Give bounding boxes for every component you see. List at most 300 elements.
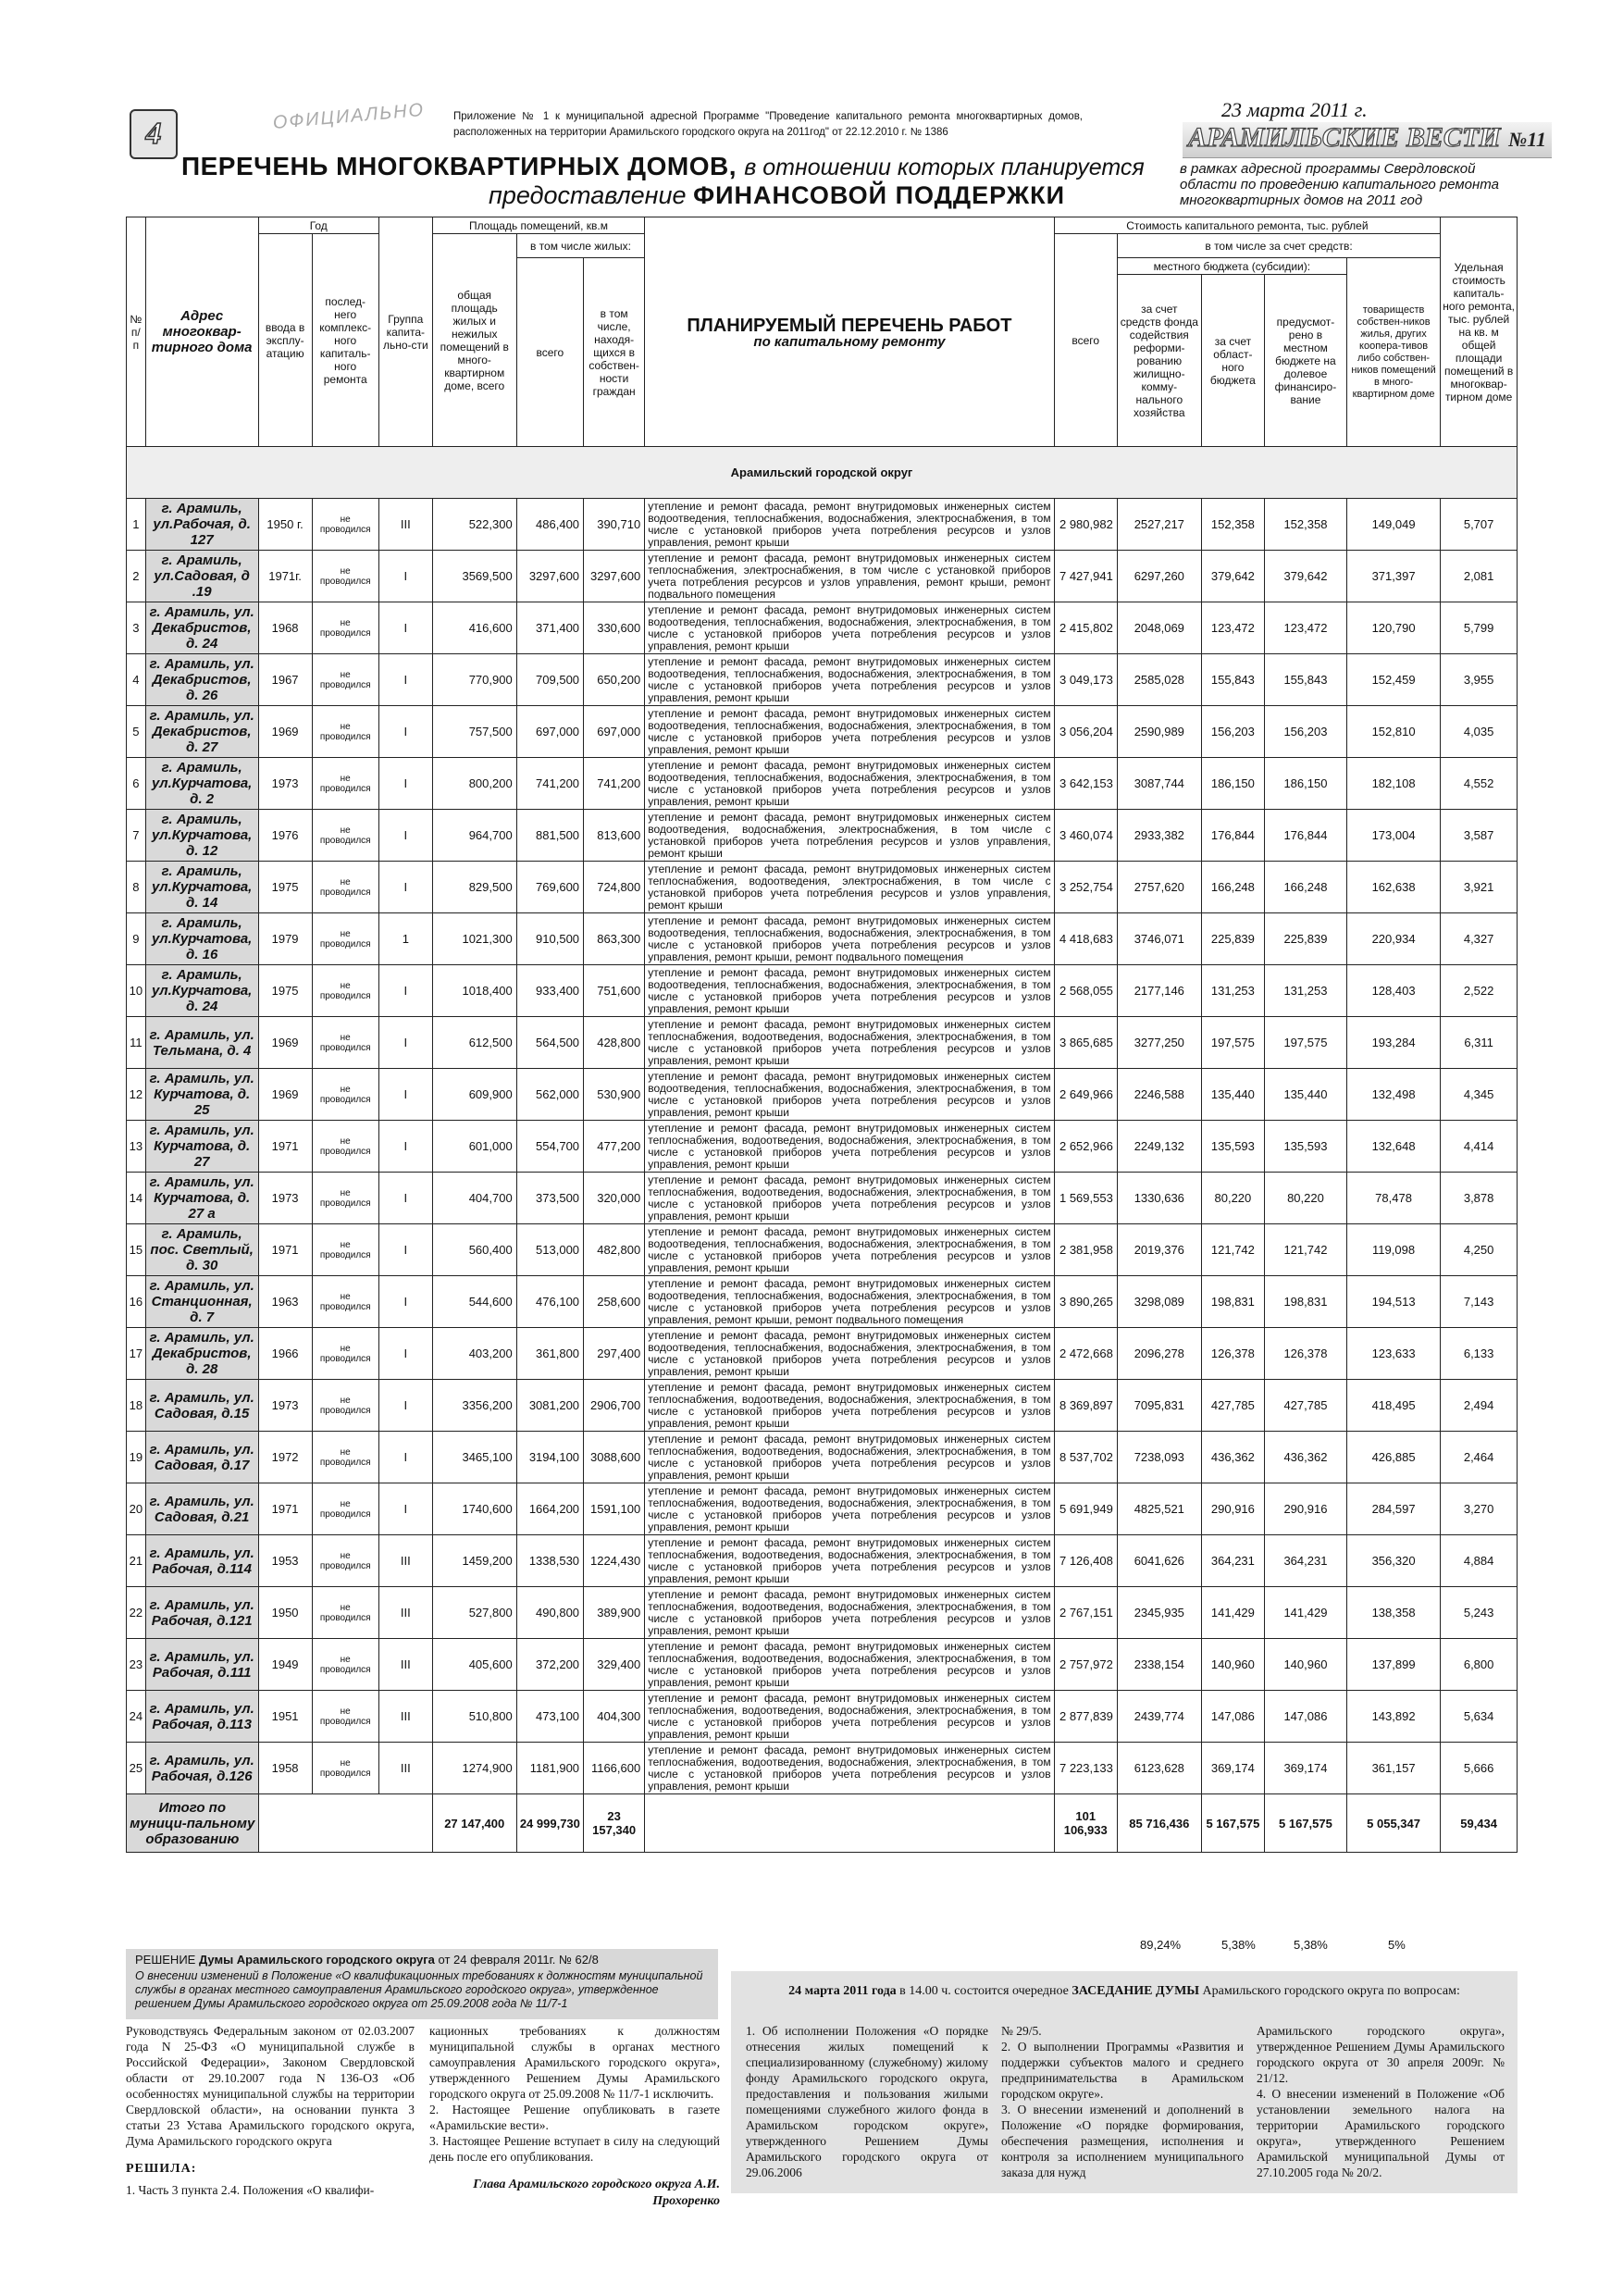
cell-total: 4 418,683 xyxy=(1054,913,1117,965)
cell-addr: г. Арамиль, ул. Рабочая, д.113 xyxy=(145,1691,258,1743)
cell-total: 8 369,897 xyxy=(1054,1380,1117,1432)
cell-local: 131,253 xyxy=(1265,965,1347,1017)
cell-addr: г. Арамиль, ул. Декабристов, д. 28 xyxy=(145,1328,258,1380)
cell-total: 2 381,958 xyxy=(1054,1224,1117,1276)
cell-area: 1018,400 xyxy=(432,965,516,1017)
th-cost-total: всего xyxy=(1054,234,1117,447)
th-fund: за счет средств фонда содействия реформи-рованию жилищно-комму-нального хозяйства xyxy=(1117,275,1201,447)
cell-addr: г. Арамиль, ул.Рабочая, д. 127 xyxy=(145,499,258,551)
cell-repair: не проводился xyxy=(312,1535,378,1587)
cell-regional: 197,575 xyxy=(1201,1017,1264,1069)
issue-number: №11 xyxy=(1508,128,1547,151)
cell-year: 1971 xyxy=(258,1121,312,1173)
decision-column-2 xyxy=(429,2023,720,2165)
cell-works: утепление и ремонт фасада, ремонт внутридомовых инженерных систем водоотведения, теплоснабжения, водоснабжения, электроснабжения, в том числе с установкой приборов учета потребления ресурсов и узлов управления, ремонт крыши xyxy=(645,1069,1054,1121)
cell-living: 490,800 xyxy=(516,1587,583,1639)
total-label: Итого по муници-пальному образованию xyxy=(127,1794,259,1853)
cell-living: 361,800 xyxy=(516,1328,583,1380)
cell-n: 22 xyxy=(127,1587,146,1639)
cell-specific: 5,634 xyxy=(1441,1691,1518,1743)
cell-living: 3194,100 xyxy=(516,1432,583,1483)
cell-area: 800,200 xyxy=(432,758,516,810)
cell-area: 3569,500 xyxy=(432,551,516,602)
cell-addr: г. Арамиль, ул. Рабочая, д.111 xyxy=(145,1639,258,1691)
cell-year: 1968 xyxy=(258,602,312,654)
cell-local: 197,575 xyxy=(1265,1017,1347,1069)
cell-n: 23 xyxy=(127,1639,146,1691)
cell-group: III xyxy=(378,1587,432,1639)
cell-specific: 4,552 xyxy=(1441,758,1518,810)
houses-table xyxy=(126,217,1518,1853)
pct-fund: 89,24% xyxy=(1140,1938,1182,1952)
table-row xyxy=(127,1743,1518,1794)
cell-local: 379,642 xyxy=(1265,551,1347,602)
cell-specific: 5,243 xyxy=(1441,1587,1518,1639)
cell-fund: 2048,069 xyxy=(1117,602,1201,654)
cell-repair: не проводился xyxy=(312,602,378,654)
th-regional: за счет област-ного бюджета xyxy=(1201,275,1264,447)
cell-works: утепление и ремонт фасада, ремонт внутридомовых инженерных систем теплоснабжения, электроснабжения, в том числе с установкой приборов учета потребления ресурсов и узлов управления, ремонт крыши, ремонт подвального помещения xyxy=(645,551,1054,602)
cell-regional: 131,253 xyxy=(1201,965,1264,1017)
th-year-commission: ввода в эксплу-атацию xyxy=(258,234,312,447)
notice-heading xyxy=(759,1983,1490,2000)
cell-year: 1963 xyxy=(258,1276,312,1328)
cell-year: 1973 xyxy=(258,758,312,810)
cell-living: 486,400 xyxy=(516,499,583,551)
cell-n: 20 xyxy=(127,1483,146,1535)
title-italic: в отношении которых планируется xyxy=(744,155,1145,180)
cell-works: утепление и ремонт фасада, ремонт внутридомовых инженерных систем теплоснабжения, водоотведения, водоснабжения, электроснабжения, в том числе с установкой приборов учета потребления ресурсов и узлов управления, ремонт крыши xyxy=(645,1743,1054,1794)
cell-owners: 132,498 xyxy=(1346,1069,1440,1121)
cell-private: 477,200 xyxy=(584,1121,645,1173)
cell-year: 1969 xyxy=(258,1069,312,1121)
cell-specific: 2,081 xyxy=(1441,551,1518,602)
cell-year: 1972 xyxy=(258,1432,312,1483)
cell-private: 428,800 xyxy=(584,1017,645,1069)
cell-local: 166,248 xyxy=(1265,862,1347,913)
decision-body: Думы Арамильского городского округа xyxy=(198,1953,435,1967)
cell-area: 612,500 xyxy=(432,1017,516,1069)
th-num: № п/п xyxy=(127,217,146,447)
cell-area: 3356,200 xyxy=(432,1380,516,1432)
cell-year: 1950 г. xyxy=(258,499,312,551)
table-row xyxy=(127,499,1518,551)
table-row xyxy=(127,1587,1518,1639)
cell-fund: 2933,382 xyxy=(1117,810,1201,862)
section-label: ОФИЦИАЛЬНО xyxy=(271,99,426,134)
pct-owners: 5% xyxy=(1388,1938,1406,1952)
cell-n: 25 xyxy=(127,1743,146,1794)
cell-area: 405,600 xyxy=(432,1639,516,1691)
th-area-total: общая площадь жилых и нежилых помещений в много-квартирном доме, всего xyxy=(432,234,516,447)
cell-owners: 371,397 xyxy=(1346,551,1440,602)
cell-total: 1 569,553 xyxy=(1054,1173,1117,1224)
table-row xyxy=(127,1121,1518,1173)
cell-year: 1969 xyxy=(258,1017,312,1069)
cell-living: 881,500 xyxy=(516,810,583,862)
cell-group: I xyxy=(378,965,432,1017)
cell-regional: 225,839 xyxy=(1201,913,1264,965)
cell-fund: 2246,588 xyxy=(1117,1069,1201,1121)
cell-works: утепление и ремонт фасада, ремонт внутридомовых инженерных систем водоотведения, теплоснабжения, водоснабжения, электроснабжения, в том числе с установкой приборов учета потребления ресурсов и узлов управления, ремонт крыши xyxy=(645,758,1054,810)
cell-repair: не проводился xyxy=(312,1017,378,1069)
cell-living: 564,500 xyxy=(516,1017,583,1069)
cell-total: 3 252,754 xyxy=(1054,862,1117,913)
cell-total: 3 642,153 xyxy=(1054,758,1117,810)
cell-total: 3 890,265 xyxy=(1054,1276,1117,1328)
program-note: в рамках адресной программы Свердловской области по проведению капитального ремонта многоквартирных домов на 2011 год xyxy=(1180,161,1499,208)
cell-group: I xyxy=(378,1224,432,1276)
cell-specific: 4,250 xyxy=(1441,1224,1518,1276)
cell-owners: 162,638 xyxy=(1346,862,1440,913)
cell-year: 1966 xyxy=(258,1328,312,1380)
pct-local: 5,38% xyxy=(1294,1938,1328,1952)
decision-col2-text: кационных требованиях к должностям муниципальной службы в органах местного самоуправления Арамильского городского округа», утвержденного Решением Думы Арамильского городского округа от 25.09.2008 № 11/7-1 исключить. xyxy=(429,2024,720,2101)
cell-fund: 7238,093 xyxy=(1117,1432,1201,1483)
cell-living: 3081,200 xyxy=(516,1380,583,1432)
th-works xyxy=(645,217,1054,447)
cell-private: 330,600 xyxy=(584,602,645,654)
cell-private: 650,200 xyxy=(584,654,645,706)
cell-owners: 132,648 xyxy=(1346,1121,1440,1173)
total-owners: 5 055,347 xyxy=(1346,1794,1440,1853)
cell-addr: г. Арамиль, ул. Рабочая, д.126 xyxy=(145,1743,258,1794)
cell-group: III xyxy=(378,1535,432,1587)
cell-repair: не проводился xyxy=(312,913,378,965)
cell-group: I xyxy=(378,1380,432,1432)
cell-n: 5 xyxy=(127,706,146,758)
cell-regional: 140,960 xyxy=(1201,1639,1264,1691)
cell-total: 5 691,949 xyxy=(1054,1483,1117,1535)
cell-fund: 3087,744 xyxy=(1117,758,1201,810)
cell-private: 741,200 xyxy=(584,758,645,810)
cell-owners: 152,810 xyxy=(1346,706,1440,758)
cell-group: I xyxy=(378,1432,432,1483)
cell-local: 364,231 xyxy=(1265,1535,1347,1587)
cell-living: 562,000 xyxy=(516,1069,583,1121)
decision-heading xyxy=(135,1953,599,1967)
cell-group: I xyxy=(378,1483,432,1535)
notice-column-1: 1. Об исполнении Положения «О порядке отнесения жилых помещений к специализированному (служебному) жилому фонду Арамильского городского округа, предоставления и пользования жилыми помещениями служебного жилого фонда в Арамильском городском округе», утвержденного Решением Думы Арамильского городского округа от 29.06.2006 xyxy=(746,2024,988,2179)
table-row xyxy=(127,1069,1518,1121)
decision-prefix: РЕШЕНИЕ xyxy=(135,1953,196,1967)
cell-private: 724,800 xyxy=(584,862,645,913)
notice-date: 24 марта 2011 года xyxy=(788,1984,897,1998)
cell-works: утепление и ремонт фасада, ремонт внутридомовых инженерных систем водоотведения, теплоснабжения, водоснабжения, электроснабжения, в том числе с установкой приборов учета потребления ресурсов и узлов управления, ремонт крыши xyxy=(645,654,1054,706)
cell-repair: не проводился xyxy=(312,862,378,913)
cell-area: 416,600 xyxy=(432,602,516,654)
th-incl-living: в том числе жилых: xyxy=(516,234,645,258)
th-living-all: всего xyxy=(516,258,583,447)
cell-area: 510,800 xyxy=(432,1691,516,1743)
cell-works: утепление и ремонт фасада, ремонт внутридомовых инженерных систем теплоснабжения, водоотведения, водоснабжения, электроснабжения, в том числе с установкой приборов учета потребления ресурсов и узлов управления, ремонт крыши xyxy=(645,1017,1054,1069)
th-address: Адрес многоквар-тирного дома xyxy=(145,217,258,447)
cell-fund: 2439,774 xyxy=(1117,1691,1201,1743)
cell-private: 3088,600 xyxy=(584,1432,645,1483)
cell-total: 2 757,972 xyxy=(1054,1639,1117,1691)
decision-col2-p2: 2. Настоящее Решение опубликовать в газете «Арамильские вести». xyxy=(429,2103,720,2132)
cell-year: 1967 xyxy=(258,654,312,706)
cell-living: 513,000 xyxy=(516,1224,583,1276)
cell-repair: не проводился xyxy=(312,1069,378,1121)
cell-area: 1021,300 xyxy=(432,913,516,965)
decision-date: от 24 февраля 2011г. № 62/8 xyxy=(438,1953,599,1967)
cell-repair: не проводился xyxy=(312,758,378,810)
cell-repair: не проводился xyxy=(312,499,378,551)
cell-total: 3 049,173 xyxy=(1054,654,1117,706)
cell-specific: 5,799 xyxy=(1441,602,1518,654)
cell-works: утепление и ремонт фасада, ремонт внутридомовых инженерных систем теплоснабжения, водоотведения, водоснабжения, электроснабжения, в том числе с установкой приборов учета потребления ресурсов и узлов управления, ремонт крыши xyxy=(645,1535,1054,1587)
total-empty xyxy=(645,1794,1054,1853)
table-row xyxy=(127,1017,1518,1069)
cell-group: I xyxy=(378,810,432,862)
cell-regional: 176,844 xyxy=(1201,810,1264,862)
cell-repair: не проводился xyxy=(312,1276,378,1328)
decision-resolved: РЕШИЛА: xyxy=(126,2162,197,2176)
cell-addr: г. Арамиль, ул. Декабристов, д. 27 xyxy=(145,706,258,758)
cell-addr: г. Арамиль, ул. Рабочая, д.121 xyxy=(145,1587,258,1639)
cell-regional: 123,472 xyxy=(1201,602,1264,654)
cell-year: 1950 xyxy=(258,1587,312,1639)
cell-works: утепление и ремонт фасада, ремонт внутридомовых инженерных систем теплоснабжения, водоотведения, водоснабжения, электроснабжения, в том числе с установкой приборов учета потребления ресурсов и узлов управления, ремонт крыши xyxy=(645,1173,1054,1224)
section-title: Арамильский городской округ xyxy=(127,447,1518,499)
cell-group: I xyxy=(378,862,432,913)
total-living: 24 999,730 xyxy=(516,1794,583,1853)
cell-fund: 2345,935 xyxy=(1117,1587,1201,1639)
cell-addr: г. Арамиль, ул. Декабристов, д. 26 xyxy=(145,654,258,706)
total-specific: 59,434 xyxy=(1441,1794,1518,1853)
cell-owners: 137,899 xyxy=(1346,1639,1440,1691)
cell-regional: 121,742 xyxy=(1201,1224,1264,1276)
cell-n: 11 xyxy=(127,1017,146,1069)
cell-living: 476,100 xyxy=(516,1276,583,1328)
table-row xyxy=(127,654,1518,706)
cell-regional: 290,916 xyxy=(1201,1483,1264,1535)
table-row xyxy=(127,1380,1518,1432)
cell-n: 6 xyxy=(127,758,146,810)
cell-area: 403,200 xyxy=(432,1328,516,1380)
cell-fund: 3277,250 xyxy=(1117,1017,1201,1069)
cell-living: 709,500 xyxy=(516,654,583,706)
table-row xyxy=(127,913,1518,965)
cell-addr: г. Арамиль, ул.Курчатова, д. 24 xyxy=(145,965,258,1017)
cell-repair: не проводился xyxy=(312,1173,378,1224)
total-area: 27 147,400 xyxy=(432,1794,516,1853)
cell-fund: 3298,089 xyxy=(1117,1276,1201,1328)
cell-local: 186,150 xyxy=(1265,758,1347,810)
cell-specific: 6,311 xyxy=(1441,1017,1518,1069)
cell-regional: 379,642 xyxy=(1201,551,1264,602)
cell-addr: г. Арамиль, ул.Курчатова, д. 12 xyxy=(145,810,258,862)
cell-owners: 418,495 xyxy=(1346,1380,1440,1432)
cell-fund: 2338,154 xyxy=(1117,1639,1201,1691)
table-row xyxy=(127,1432,1518,1483)
decision-column-1: Руководствуясь Федеральным законом от 02.03.2007 года N 25-ФЗ «О муниципальной службе в Российской Федерации», Законом Свердловской области от 29.10.2007 года N 136-ОЗ «Об особенностях муниципальной службы на территории Свердловской области», на основании пункта 3 статьи 23 Устава Арамильского городского округа, Дума Арамильского городского округа xyxy=(126,2024,415,2148)
cell-addr: г. Арамиль, ул. Станционная, д. 7 xyxy=(145,1276,258,1328)
cell-fund: 2585,028 xyxy=(1117,654,1201,706)
cell-owners: 119,098 xyxy=(1346,1224,1440,1276)
cell-total: 7 223,133 xyxy=(1054,1743,1117,1794)
cell-year: 1971г. xyxy=(258,551,312,602)
cell-n: 13 xyxy=(127,1121,146,1173)
cell-local: 369,174 xyxy=(1265,1743,1347,1794)
cell-repair: не проводился xyxy=(312,1224,378,1276)
cell-private: 697,000 xyxy=(584,706,645,758)
cell-regional: 166,248 xyxy=(1201,862,1264,913)
cell-repair: не проводился xyxy=(312,551,378,602)
cell-addr: г. Арамиль, ул. Курчатова, д. 27 xyxy=(145,1121,258,1173)
cell-year: 1971 xyxy=(258,1483,312,1535)
cell-n: 24 xyxy=(127,1691,146,1743)
cell-group: III xyxy=(378,1691,432,1743)
cell-works: утепление и ремонт фасада, ремонт внутридомовых инженерных систем теплоснабжения, водоотведения, водоснабжения, электроснабжения, в том числе с установкой приборов учета потребления ресурсов и узлов управления, ремонт крыши xyxy=(645,1432,1054,1483)
cell-living: 1664,200 xyxy=(516,1483,583,1535)
th-area: Площадь помещений, кв.м xyxy=(432,217,644,234)
cell-specific: 3,270 xyxy=(1441,1483,1518,1535)
cell-local: 141,429 xyxy=(1265,1587,1347,1639)
cell-repair: не проводился xyxy=(312,810,378,862)
cell-year: 1949 xyxy=(258,1639,312,1691)
cell-area: 601,000 xyxy=(432,1121,516,1173)
total-local: 5 167,575 xyxy=(1265,1794,1347,1853)
cell-specific: 4,035 xyxy=(1441,706,1518,758)
cell-works: утепление и ремонт фасада, ремонт внутридомовых инженерных систем водоотведения, теплоснабжения, водоснабжения, электроснабжения, в том числе с установкой приборов учета потребления ресурсов и узлов управления, ремонт крыши, ремонт подвального помещения xyxy=(645,1276,1054,1328)
cell-owners: 120,790 xyxy=(1346,602,1440,654)
cell-fund: 3746,071 xyxy=(1117,913,1201,965)
cell-n: 4 xyxy=(127,654,146,706)
table-row xyxy=(127,706,1518,758)
th-living-private: в том числе, находя-щихся в собствен-ности граждан xyxy=(584,258,645,447)
cell-local: 123,472 xyxy=(1265,602,1347,654)
th-local-budget: местного бюджета (субсидии): xyxy=(1117,258,1346,275)
table-row xyxy=(127,1276,1518,1328)
cell-area: 1274,900 xyxy=(432,1743,516,1794)
cell-specific: 4,414 xyxy=(1441,1121,1518,1173)
cell-year: 1979 xyxy=(258,913,312,965)
page-subtitle xyxy=(489,181,1065,210)
cell-regional: 156,203 xyxy=(1201,706,1264,758)
cell-regional: 152,358 xyxy=(1201,499,1264,551)
cell-living: 741,200 xyxy=(516,758,583,810)
cell-living: 372,200 xyxy=(516,1639,583,1691)
cell-area: 829,500 xyxy=(432,862,516,913)
cell-group: I xyxy=(378,1121,432,1173)
cell-owners: 194,513 xyxy=(1346,1276,1440,1328)
cell-works: утепление и ремонт фасада, ремонт внутридомовых инженерных систем теплоснабжения, водоотведения, водоснабжения, электроснабжения, в том числе с установкой приборов учета потребления ресурсов и узлов управления, ремонт крыши xyxy=(645,1587,1054,1639)
cell-living: 769,600 xyxy=(516,862,583,913)
cell-area: 770,900 xyxy=(432,654,516,706)
cell-group: III xyxy=(378,1639,432,1691)
cell-n: 1 xyxy=(127,499,146,551)
title2-italic: предоставление xyxy=(489,181,687,209)
cell-group: I xyxy=(378,1328,432,1380)
cell-works: утепление и ремонт фасада, ремонт внутридомовых инженерных систем водоотведения, теплоснабжения, водоснабжения, электроснабжения, в том числе с установкой приборов учета потребления ресурсов и узлов управления, ремонт крыши xyxy=(645,1224,1054,1276)
notice-event: ЗАСЕДАНИЕ ДУМЫ xyxy=(1072,1984,1200,1998)
cell-local: 198,831 xyxy=(1265,1276,1347,1328)
cell-regional: 198,831 xyxy=(1201,1276,1264,1328)
cell-fund: 1330,636 xyxy=(1117,1173,1201,1224)
cell-n: 8 xyxy=(127,862,146,913)
cell-private: 258,600 xyxy=(584,1276,645,1328)
table-row xyxy=(127,758,1518,810)
cell-total: 2 649,966 xyxy=(1054,1069,1117,1121)
cell-living: 697,000 xyxy=(516,706,583,758)
cell-total: 2 415,802 xyxy=(1054,602,1117,654)
decision-column-1-end: 1. Часть 3 пункта 2.4. Положения «О квалифи- xyxy=(126,2183,375,2197)
cell-private: 3297,600 xyxy=(584,551,645,602)
notice-column-2: № 29/5. 2. О выполнении Программы «Развития и поддержки субъектов малого и среднего предпринимательства в Арамильском городском округе». 3. О внесении изменений и дополнений в Положение «О порядке формирования, обеспечения размещения, исполнения и контроля за исполнением муниципального заказа для нужд xyxy=(1001,2024,1244,2179)
cell-regional: 369,174 xyxy=(1201,1743,1264,1794)
cell-private: 2906,700 xyxy=(584,1380,645,1432)
cell-works: утепление и ремонт фасада, ремонт внутридомовых инженерных систем водоотведения, теплоснабжения, водоснабжения, электроснабжения, в том числе с установкой приборов учета потребления ресурсов и узлов управления, ремонт крыши xyxy=(645,706,1054,758)
cell-year: 1958 xyxy=(258,1743,312,1794)
works-subtitle: по капитальному ремонту xyxy=(753,333,946,350)
cell-group: I xyxy=(378,1173,432,1224)
cell-addr: г. Арамиль, ул. Садовая, д.21 xyxy=(145,1483,258,1535)
cell-repair: не проводился xyxy=(312,1432,378,1483)
cell-year: 1975 xyxy=(258,965,312,1017)
cell-local: 155,843 xyxy=(1265,654,1347,706)
cell-fund: 2019,376 xyxy=(1117,1224,1201,1276)
pct-regional: 5,38% xyxy=(1221,1938,1256,1952)
cell-addr: г. Арамиль, ул.Садовая, д .19 xyxy=(145,551,258,602)
cell-year: 1975 xyxy=(258,862,312,913)
total-empty xyxy=(258,1794,432,1853)
notice-time: в 14.00 ч. состоится очередное xyxy=(899,1984,1069,1998)
issue-date: 23 марта 2011 г. xyxy=(1221,98,1368,121)
cell-repair: не проводился xyxy=(312,1121,378,1173)
cell-private: 1224,430 xyxy=(584,1535,645,1587)
cell-fund: 2177,146 xyxy=(1117,965,1201,1017)
cell-owners: 356,320 xyxy=(1346,1535,1440,1587)
total-total: 101 106,933 xyxy=(1054,1794,1117,1853)
cell-private: 1591,100 xyxy=(584,1483,645,1535)
cell-n: 3 xyxy=(127,602,146,654)
cell-specific: 7,143 xyxy=(1441,1276,1518,1328)
cell-owners: 123,633 xyxy=(1346,1328,1440,1380)
cell-addr: г. Арамиль, ул.Курчатова, д. 14 xyxy=(145,862,258,913)
cell-works: утепление и ремонт фасада, ремонт внутридомовых инженерных систем водоотведения, теплоснабжения, водоснабжения, электроснабжения, в том числе с установкой приборов учета потребления ресурсов и узлов управления, ремонт крыши xyxy=(645,1328,1054,1380)
th-year: Год xyxy=(258,217,378,234)
cell-group: I xyxy=(378,1276,432,1328)
cell-specific: 3,878 xyxy=(1441,1173,1518,1224)
cell-owners: 284,597 xyxy=(1346,1483,1440,1535)
cell-area: 3465,100 xyxy=(432,1432,516,1483)
cell-owners: 152,459 xyxy=(1346,654,1440,706)
cell-group: 1 xyxy=(378,913,432,965)
cell-repair: не проводился xyxy=(312,1380,378,1432)
th-year-repair: послед-него комплекс-ного капиталь-ного ремонта xyxy=(312,234,378,447)
cell-specific: 2,464 xyxy=(1441,1432,1518,1483)
cell-local: 225,839 xyxy=(1265,913,1347,965)
cell-regional: 186,150 xyxy=(1201,758,1264,810)
cell-addr: г. Арамиль, ул. Садовая, д.17 xyxy=(145,1432,258,1483)
works-title: ПЛАНИРУЕМЫЙ ПЕРЕЧЕНЬ РАБОТ xyxy=(687,315,1012,336)
cell-area: 757,500 xyxy=(432,706,516,758)
cell-n: 14 xyxy=(127,1173,146,1224)
cell-private: 404,300 xyxy=(584,1691,645,1743)
cell-works: утепление и ремонт фасада, ремонт внутридомовых инженерных систем водоотведения, теплоснабжения, водоснабжения, электроснабжения, в том числе с установкой приборов учета потребления ресурсов и узлов управления, ремонт крыши xyxy=(645,965,1054,1017)
cell-works: утепление и ремонт фасада, ремонт внутридомовых инженерных систем водоотведения, водоснабжения, электроснабжения, в том числе с установкой приборов учета потребления ресурсов и узлов управления, ремонт крыши xyxy=(645,810,1054,862)
cell-owners: 182,108 xyxy=(1346,758,1440,810)
total-fund: 85 716,436 xyxy=(1117,1794,1201,1853)
cell-works: утепление и ремонт фасада, ремонт внутридомовых инженерных систем теплоснабжения, водоотведения, водоснабжения, электроснабжения, в том числе с установкой приборов учета потребления ресурсов и узлов управления, ремонт крыши xyxy=(645,1483,1054,1535)
cell-group: I xyxy=(378,1069,432,1121)
cell-area: 964,700 xyxy=(432,810,516,862)
cell-owners: 78,478 xyxy=(1346,1173,1440,1224)
cell-owners: 220,934 xyxy=(1346,913,1440,965)
decision-subtitle: О внесении изменений в Положение «О квалификационных требованиях к должностям муниципальной службы в органах местного самоуправления Арамильского городского округа», утвержденное решением Думы Арамильского городского округа от 25.09.2008 года № 11/7-1 xyxy=(135,1969,703,2010)
